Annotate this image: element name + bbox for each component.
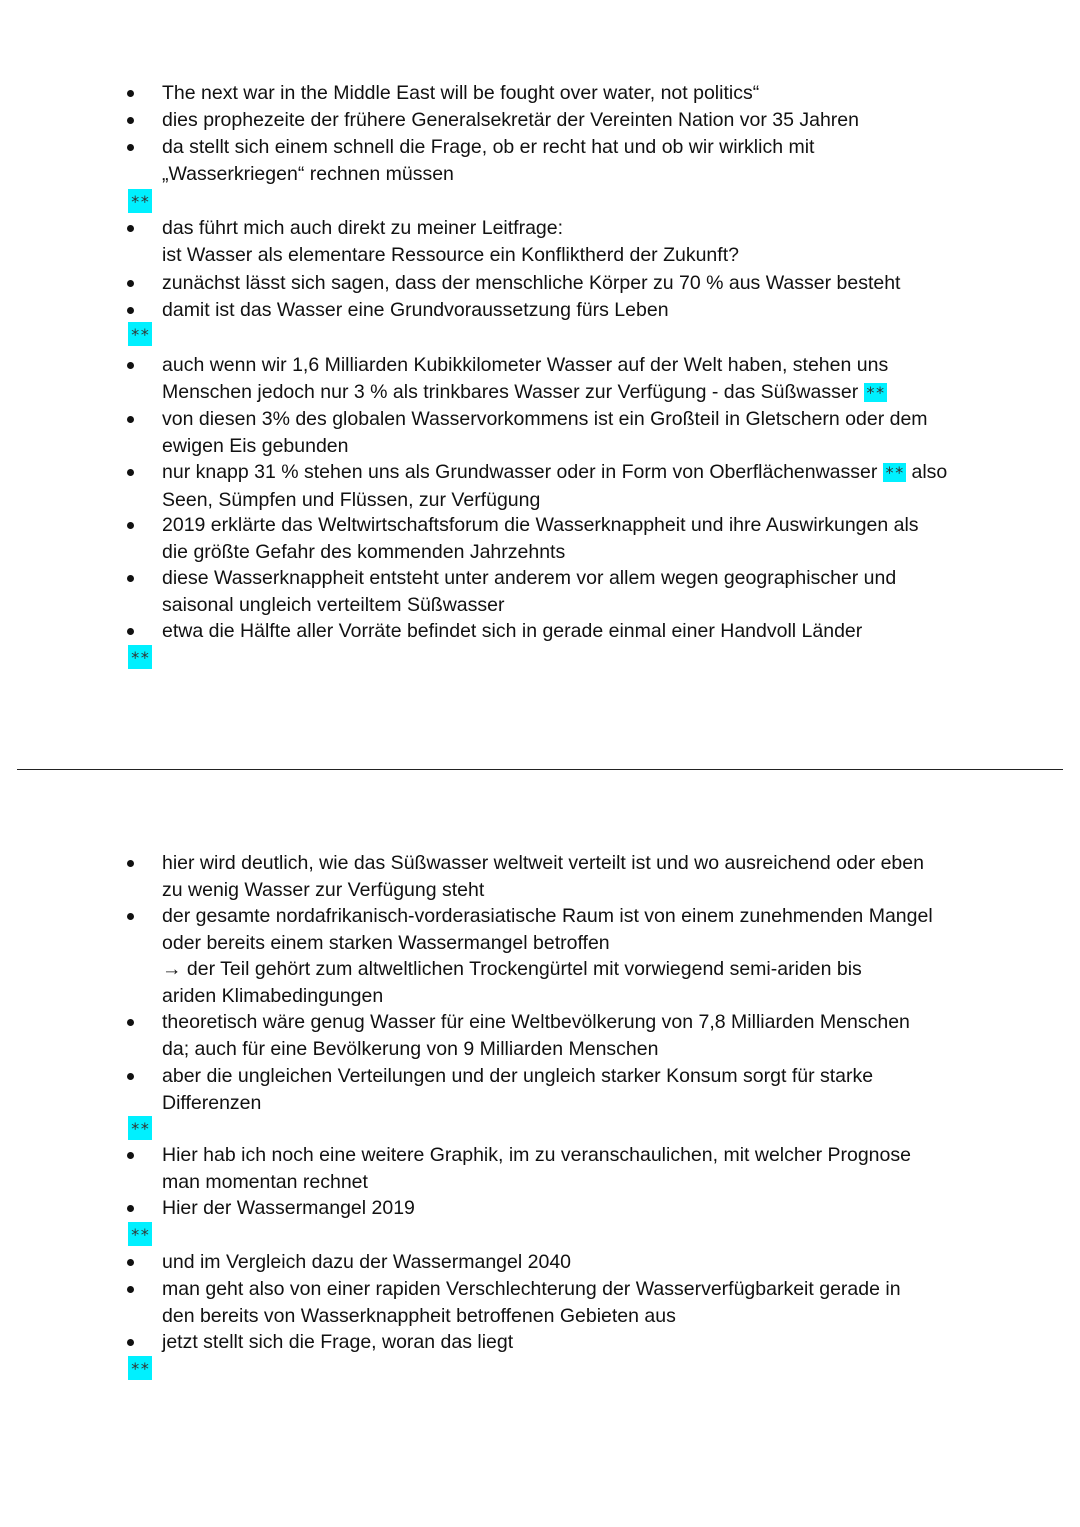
bullet-icon <box>127 90 134 97</box>
slide-marker: ** <box>865 382 885 402</box>
bullet-icon <box>127 628 134 635</box>
slide-marker: ** <box>884 463 905 482</box>
list-item-text: hier wird deutlich, wie das Süßwasser weltweit verteilt ist und wo ausreichend oder eben zu wenig Wasser zur Verfügung steht <box>162 852 924 901</box>
list-item-text: diese Wasserknappheit entsteht unter anderem vor allem wegen geographischer und saisonal ungleich verteiltem Süßwasser <box>162 567 897 616</box>
list-item-text: von diesen 3% des globalen Wasservorkommens ist ein Großteil in Gletschern oder dem ewigen Eis gebunden <box>162 408 928 457</box>
slide-marker: ** <box>128 1356 152 1380</box>
bullet-icon <box>127 575 134 582</box>
bullet-icon <box>127 913 134 920</box>
bullet-icon <box>127 280 134 287</box>
list-item-text: dies prophezeite der frühere Generalsekretär der Vereinten Nation vor 35 Jahren <box>162 109 859 131</box>
line-text: auch wenn wir 1,6 Milliarden Kubikkilometer Wasser auf der Welt haben, stehen uns <box>162 354 889 376</box>
list-item-text: etwa die Hälfte aller Vorräte befindet sich in gerade einmal einer Handvoll Länder <box>162 620 863 642</box>
bullet-icon <box>127 1286 134 1293</box>
bullet-icon <box>127 522 134 529</box>
line-text: nur knapp 31 % stehen uns als Grundwasser oder in Form von Oberflächenwasser <box>162 461 878 483</box>
list-item-text: da stellt sich einem schnell die Frage, ob er recht hat und ob wir wirklich mit „Wasserkriegen“ rechnen müssen <box>162 136 815 185</box>
bullet-icon <box>127 1259 134 1266</box>
list-item-text: und im Vergleich dazu der Wassermangel 2040 <box>162 1251 572 1273</box>
slide-marker: ** <box>128 322 152 346</box>
bullet-icon <box>127 362 134 369</box>
slide-marker: ** <box>128 1116 152 1140</box>
slide-marker: ** <box>128 645 152 669</box>
list-item-text <box>162 459 962 513</box>
list-item-text: Hier der Wassermangel 2019 <box>162 1197 415 1219</box>
list-item-text: theoretisch wäre genug Wasser für eine Weltbevölkerung von 7,8 Milliarden Menschen da; auch für eine Bevölkerung von 9 Milliarden Menschen <box>162 1011 910 1060</box>
list-item-text: man geht also von einer rapiden Verschlechterung der Wasserverfügbarkeit gerade in den bereits von Wasserknappheit betroffenen Gebieten aus <box>162 1278 901 1327</box>
list-item-text: 2019 erklärte das Weltwirtschaftsforum die Wasserknappheit und ihre Auswirkungen als die größte Gefahr des kommenden Jahrzehnts <box>162 514 919 563</box>
list-item-text: der gesamte nordafrikanisch-vorderasiatische Raum ist von einem zunehmenden Mangel oder bereits einem starken Wassermangel betroffen → der Teil gehört zum altweltlichen Trockengürtel mit vorwiegend semi-ariden bis ariden Klimabedingungen <box>162 905 933 1007</box>
bullet-icon <box>127 1205 134 1212</box>
slide-marker: ** <box>128 189 152 213</box>
bullet-icon <box>127 1073 134 1080</box>
bullet-icon <box>127 860 134 867</box>
bullet-icon <box>127 1152 134 1159</box>
page-divider <box>17 769 1063 770</box>
slide-marker: ** <box>128 1222 152 1246</box>
list-item-text: aber die ungleichen Verteilungen und der ungleich starker Konsum sorgt für starke Differenzen <box>162 1065 874 1114</box>
list-item-text: zunächst lässt sich sagen, dass der menschliche Körper zu 70 % aus Wasser besteht <box>162 272 901 294</box>
bullet-icon <box>127 1019 134 1026</box>
bullet-icon <box>127 144 134 151</box>
bullet-icon <box>127 469 134 476</box>
list-item-text: jetzt stellt sich die Frage, woran das liegt <box>162 1331 514 1353</box>
list-item-text: The next war in the Middle East will be fought over water, not politics“ <box>162 82 760 104</box>
bullet-icon <box>127 416 134 423</box>
line-text: also <box>911 461 948 483</box>
line-text: Menschen jedoch nur 3 % als trinkbares Wasser zur Verfügung - das Süßwasser <box>162 380 859 403</box>
bullet-icon <box>127 117 134 124</box>
list-item-text <box>162 352 962 406</box>
bullet-icon <box>127 225 134 232</box>
bullet-icon <box>127 1339 134 1346</box>
list-item-text: damit ist das Wasser eine Grundvoraussetzung fürs Leben <box>162 299 669 321</box>
line-text: Seen, Sümpfen und Flüssen, zur Verfügung <box>162 488 541 511</box>
bullet-icon <box>127 307 134 314</box>
list-item-text: das führt mich auch direkt zu meiner Leitfrage: ist Wasser als elementare Ressource ein Konfliktherd der Zukunft? <box>162 217 739 266</box>
list-item-text: Hier hab ich noch eine weitere Graphik, im zu veranschaulichen, mit welcher Prognose man momentan rechnet <box>162 1144 911 1193</box>
